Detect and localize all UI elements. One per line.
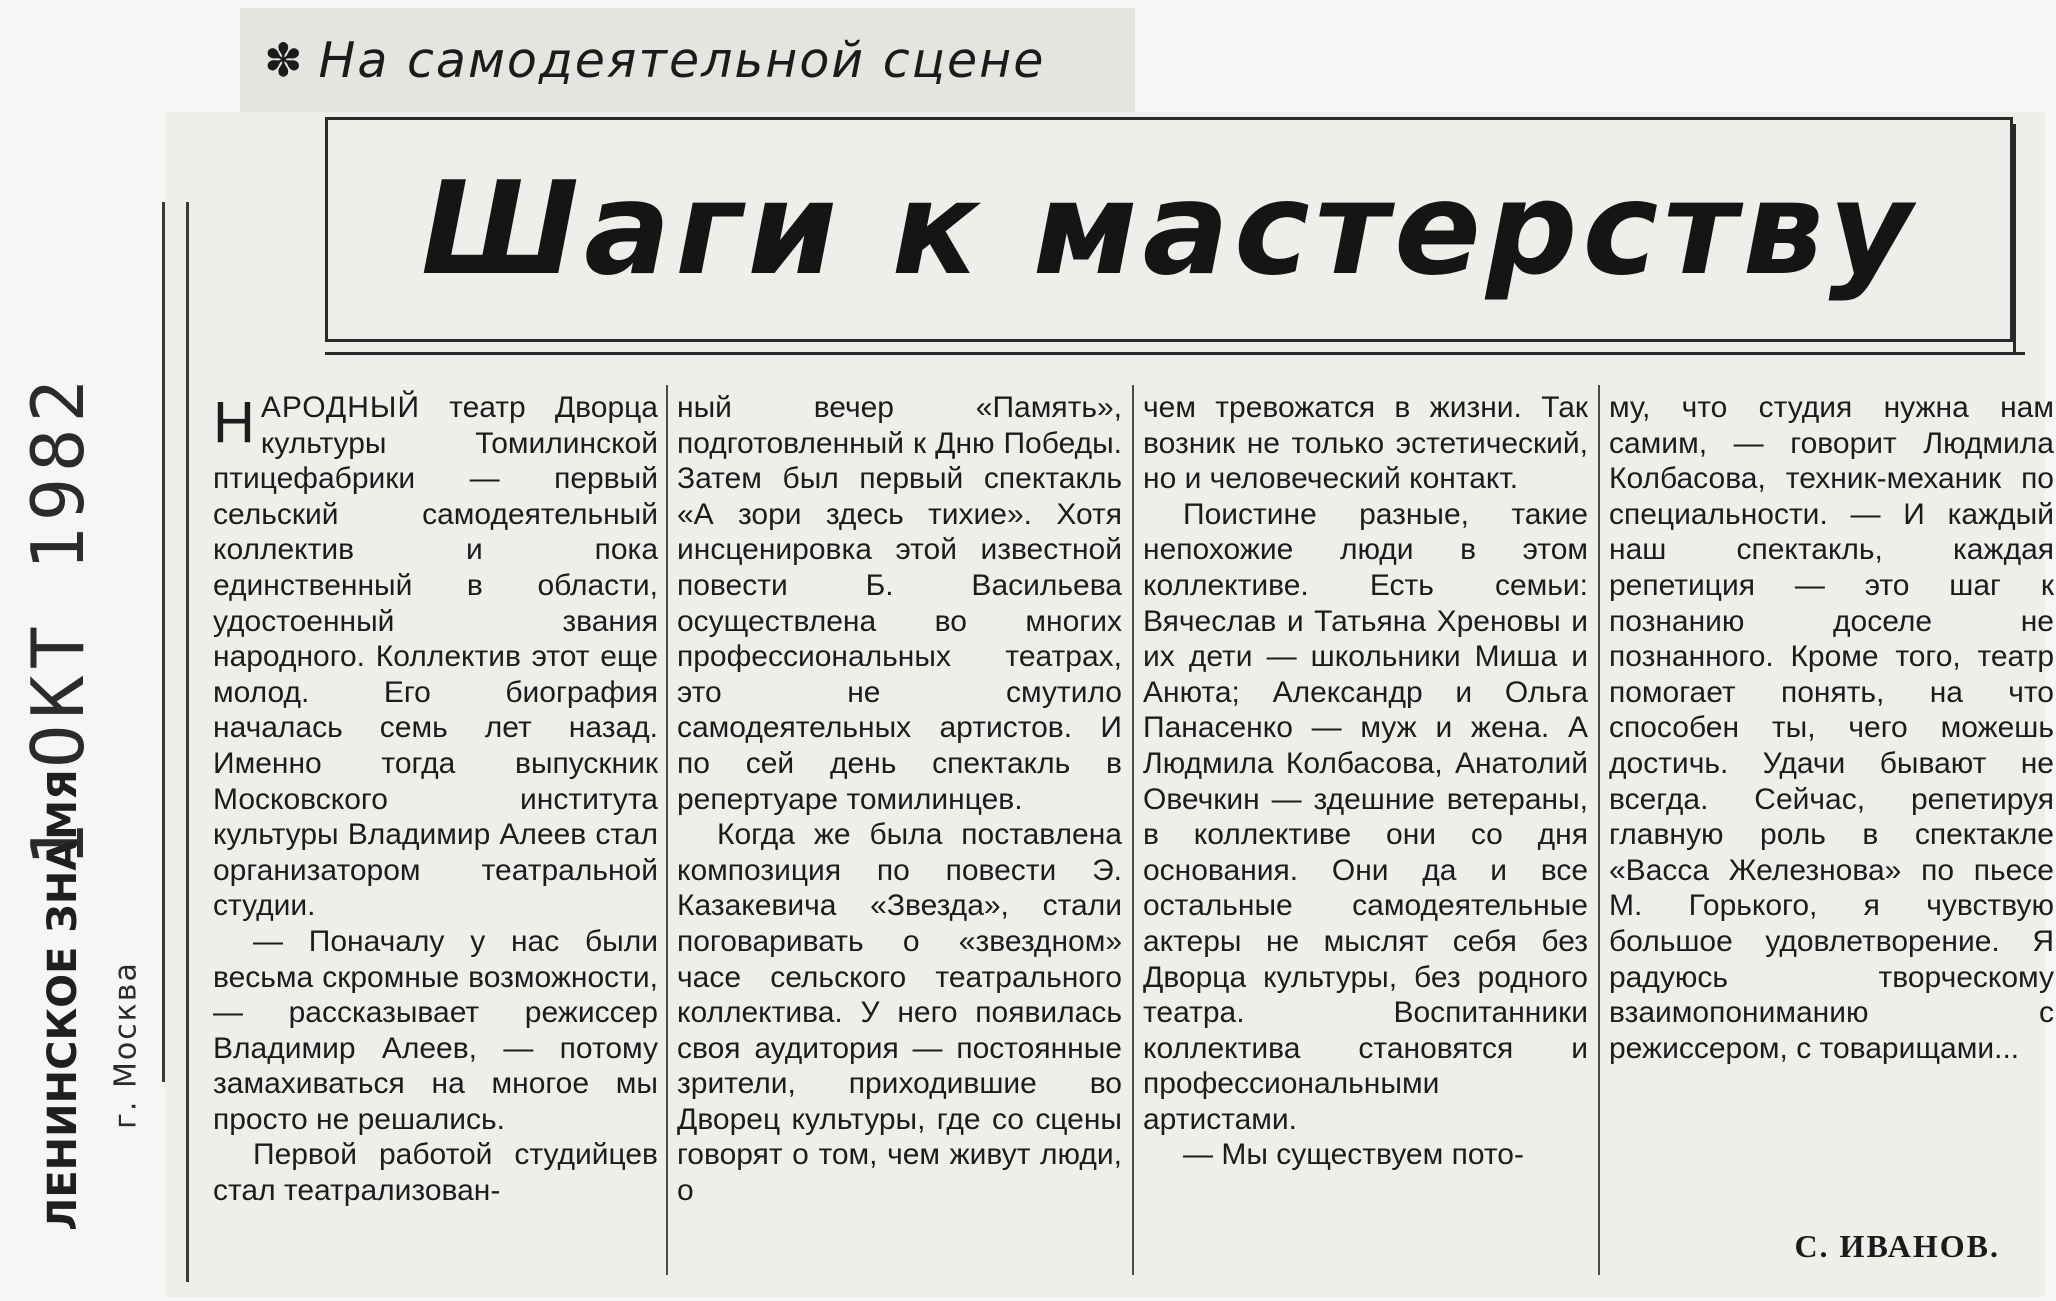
author-byline: С. ИВАНОВ. [1794,1228,2000,1264]
stamp-city: г. Москва [108,961,144,1129]
article-paragraph: Первой работой студийцев стал театрализован- [213,1138,658,1208]
article-column-1 [213,390,658,1209]
article-paragraph: му, что студия нужна нам самим, — говорит Людмила Колбасова, техник-механик по специальности. — И каждый наш спектакль, каждая репетиция — это шаг к познанию доселе не познанного. Кроме того, театр помогает понять, на что способен ты, чего можешь достичь. Удачи бывают не всегда. Сейчас, репетируя главную роль в спектакле «Васса Железнова» по пьесе М. Горького, я чувствую большое удовлетворение. Я радуюсь творческому взаимопониманию с режиссером, с товарищами... [1609,391,2054,1065]
article-paragraph: — Мы существуем пото- [1183,1138,1524,1172]
asterisk-ornament-icon: ✽ [264,33,303,87]
headline-underline [325,352,2025,355]
rubric-strip [240,8,1135,112]
stamp-date: 1 ОКТ 1982 [16,373,100,867]
stamp-newspaper-name: ЛЕНИНСКОЕ ЗНАМЯ [40,769,86,1231]
article-paragraph: Поистине разные, такие непохожие люди в этом коллективе. Есть семьи: Вячеслав и Татьяна Хреновы и их дети — школьники Миша и Анюта; Александр и Ольга Панасенко — муж и жена. А Людмила Колбасова, Анатолий Овечкин — здешние ветераны, в коллективе они со дня основания. Они да и все остальные самодеятельные актеры не мыслят себя без Дворца культуры, без родного театра. Воспитанники коллектива становятся и профессиональными артистами. [1143,497,1588,1136]
column-divider [666,385,668,1275]
article-paragraph: Когда же была поставлена композиция по повести Э. Казакевича «Звезда», стали поговаривать о «звездном» часе сельского театрального коллектива. У него появилась своя аудитория — постоянные зрители, приходившие во Дворец культуры, где со сцены говорят о том, чем живут люди, о [677,818,1122,1208]
drop-cap: Н [213,390,255,455]
column-divider [1132,385,1134,1275]
article-column-3 [1143,390,1588,1173]
archive-stamp [16,200,144,1231]
lead-word: АРОДНЫЙ [260,391,421,424]
rubric-title: На самодеятельной сцене [318,31,1046,89]
article-paragraph: чем тревожатся в жизни. Так возник не только эстетический, но и человеческий контакт. [1143,391,1588,496]
headline: Шаги к мастерству [420,155,1918,304]
article-column-4 [1609,390,2054,1066]
column-divider [1598,385,1600,1275]
article-column-2 [677,390,1122,1209]
margin-rule [186,202,189,1282]
article-paragraph [213,390,658,924]
headline-side-rule [2013,124,2016,354]
paragraph-text: театр Дворца культуры Томилинской птицефабрики — первый сельский самодеятельный коллектив и пока единственный в области, удостоенный звания народного. Коллектив этот еще молод. Его биография началась семь лет назад. Именно тогда выпускник Московского института культуры Владимир Алеев стал организатором театральной студии. [213,391,658,923]
article-paragraph: ный вечер «Память», подготовленный к Дню Победы. Затем был первый спектакль «А зори здесь тихие». Хотя инсценировка этой известной повести Б. Васильева осуществлена во многих профессиональных театрах, это не смутило самодеятельных артистов. И по сей день спектакль в репертуаре томилинцев. [677,391,1122,816]
headline-frame [325,117,2013,342]
article-paragraph: — Поначалу у нас были весьма скромные возможности, — рассказывает режиссер Владимир Алеев, — потому замахиваться на многое мы просто не решались. [213,924,658,1136]
margin-rule [162,202,165,1082]
